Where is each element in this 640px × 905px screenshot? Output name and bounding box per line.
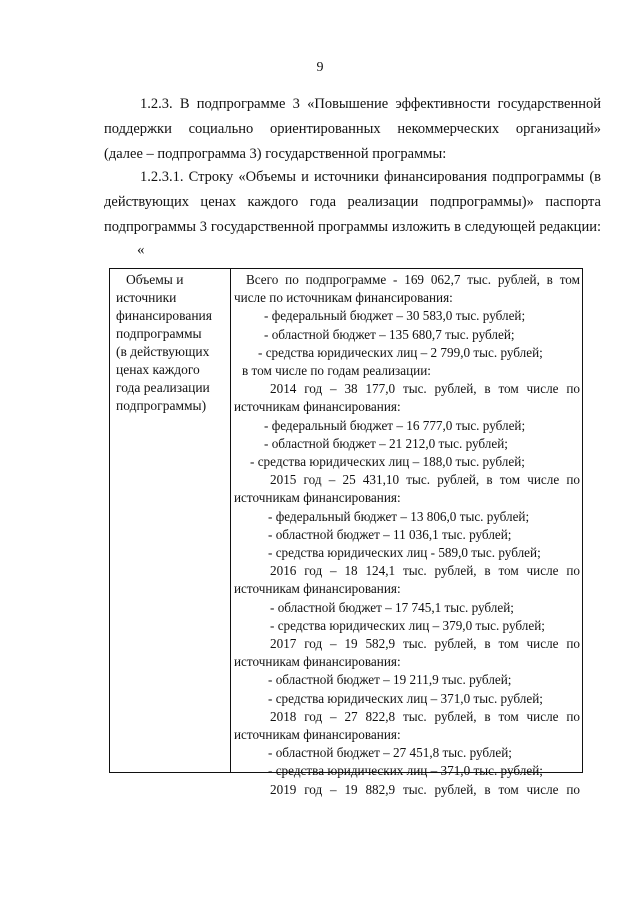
table-left-cell — [116, 271, 228, 415]
left-cell-line: подпрограммы) — [116, 398, 207, 413]
left-cell-line: Объемы и — [126, 272, 184, 287]
paragraph-line: поддержки социально ориентированных некоммерческих организаций» — [104, 121, 601, 137]
right-cell-line: 2015 год – 25 431,10 тыс. рублей, в том числе по — [270, 472, 580, 488]
paragraph-line: 1.2.3.1. Строку «Объемы и источники финансирования подпрограммы (в — [140, 169, 601, 185]
right-cell-line: источникам финансирования: — [234, 727, 401, 743]
paragraph-line: 1.2.3. В подпрограмме 3 «Повышение эффективности государственной — [140, 96, 601, 112]
right-cell-line: 2018 год – 27 822,8 тыс. рублей, в том числе по — [270, 708, 580, 724]
right-cell-line: - федеральный бюджет – 30 583,0 тыс. рублей; — [264, 308, 526, 324]
right-cell-line: - областной бюджет – 21 212,0 тыс. рублей; — [264, 435, 508, 451]
left-cell-line: подпрограммы — [116, 326, 202, 341]
paragraph-subprogram-3 — [104, 92, 601, 167]
paragraph-row-amendment — [104, 165, 601, 240]
right-cell-line: 2016 год – 18 124,1 тыс. рублей, в том числе по — [270, 563, 580, 579]
right-cell-line: - областной бюджет – 19 211,9 тыс. рублей; — [268, 672, 512, 688]
left-cell-line: (в действующих — [116, 344, 210, 359]
right-cell-line: - областной бюджет – 11 036,1 тыс. рублей; — [268, 526, 512, 542]
right-cell-line: - средства юридических лиц – 2 799,0 тыс. рублей; — [258, 344, 543, 360]
right-cell-line: - средства юридических лиц – 371,0 тыс. рублей; — [268, 690, 543, 706]
right-cell-line: - областной бюджет – 17 745,1 тыс. рублей; — [270, 599, 514, 615]
column-divider — [230, 269, 231, 772]
right-cell-line: 2017 год – 19 582,9 тыс. рублей, в том числе по — [270, 636, 580, 652]
right-cell-line: - федеральный бюджет – 16 777,0 тыс. рублей; — [264, 417, 526, 433]
left-cell-line: ценах каждого — [116, 362, 200, 377]
right-cell-line: источникам финансирования: — [234, 581, 401, 597]
right-cell-line: - средства юридических лиц – 371,0 тыс. рублей; — [268, 763, 543, 779]
paragraph-line: подпрограммы 3 государственной программы изложить в следующей редакции: — [104, 219, 601, 235]
right-cell-line: 2019 год – 19 882,9 тыс. рублей, в том числе по — [270, 781, 580, 797]
page-number: 9 — [316, 60, 324, 75]
right-cell-line: - федеральный бюджет – 13 806,0 тыс. рублей; — [268, 508, 530, 524]
right-cell-line: источникам финансирования: — [234, 490, 401, 506]
funding-table — [109, 268, 583, 797]
right-cell-line: в том числе по годам реализации: — [242, 363, 431, 379]
paragraph-line: (далее – подпрограмма 3) государственной программы: — [104, 146, 447, 162]
right-cell-line: источникам финансирования: — [234, 399, 401, 415]
left-cell-line: года реализации — [116, 380, 210, 395]
right-cell-line: - областной бюджет – 135 680,7 тыс. рублей; — [264, 326, 515, 342]
right-cell-line: - областной бюджет – 27 451,8 тыс. рублей; — [268, 745, 512, 761]
right-cell-line: - средства юридических лиц – 188,0 тыс. рублей; — [250, 454, 525, 470]
open-quote: « — [137, 242, 145, 258]
right-cell-line: источникам финансирования: — [234, 654, 401, 670]
right-cell-line: 2014 год – 38 177,0 тыс. рублей, в том числе по — [270, 381, 580, 397]
right-cell-line: числе по источникам финансирования: — [234, 290, 453, 306]
right-cell-line: - средства юридических лиц - 589,0 тыс. рублей; — [268, 545, 541, 561]
right-cell-line: Всего по подпрограмме - 169 062,7 тыс. рублей, в том — [246, 272, 580, 287]
table-right-cell — [234, 271, 580, 799]
left-cell-line: источники — [116, 290, 177, 305]
right-cell-line: - средства юридических лиц – 379,0 тыс. рублей; — [270, 617, 545, 633]
left-cell-line: финансирования — [116, 308, 212, 323]
paragraph-line: действующих ценах каждого года реализации подпрограммы)» паспорта — [104, 194, 601, 210]
